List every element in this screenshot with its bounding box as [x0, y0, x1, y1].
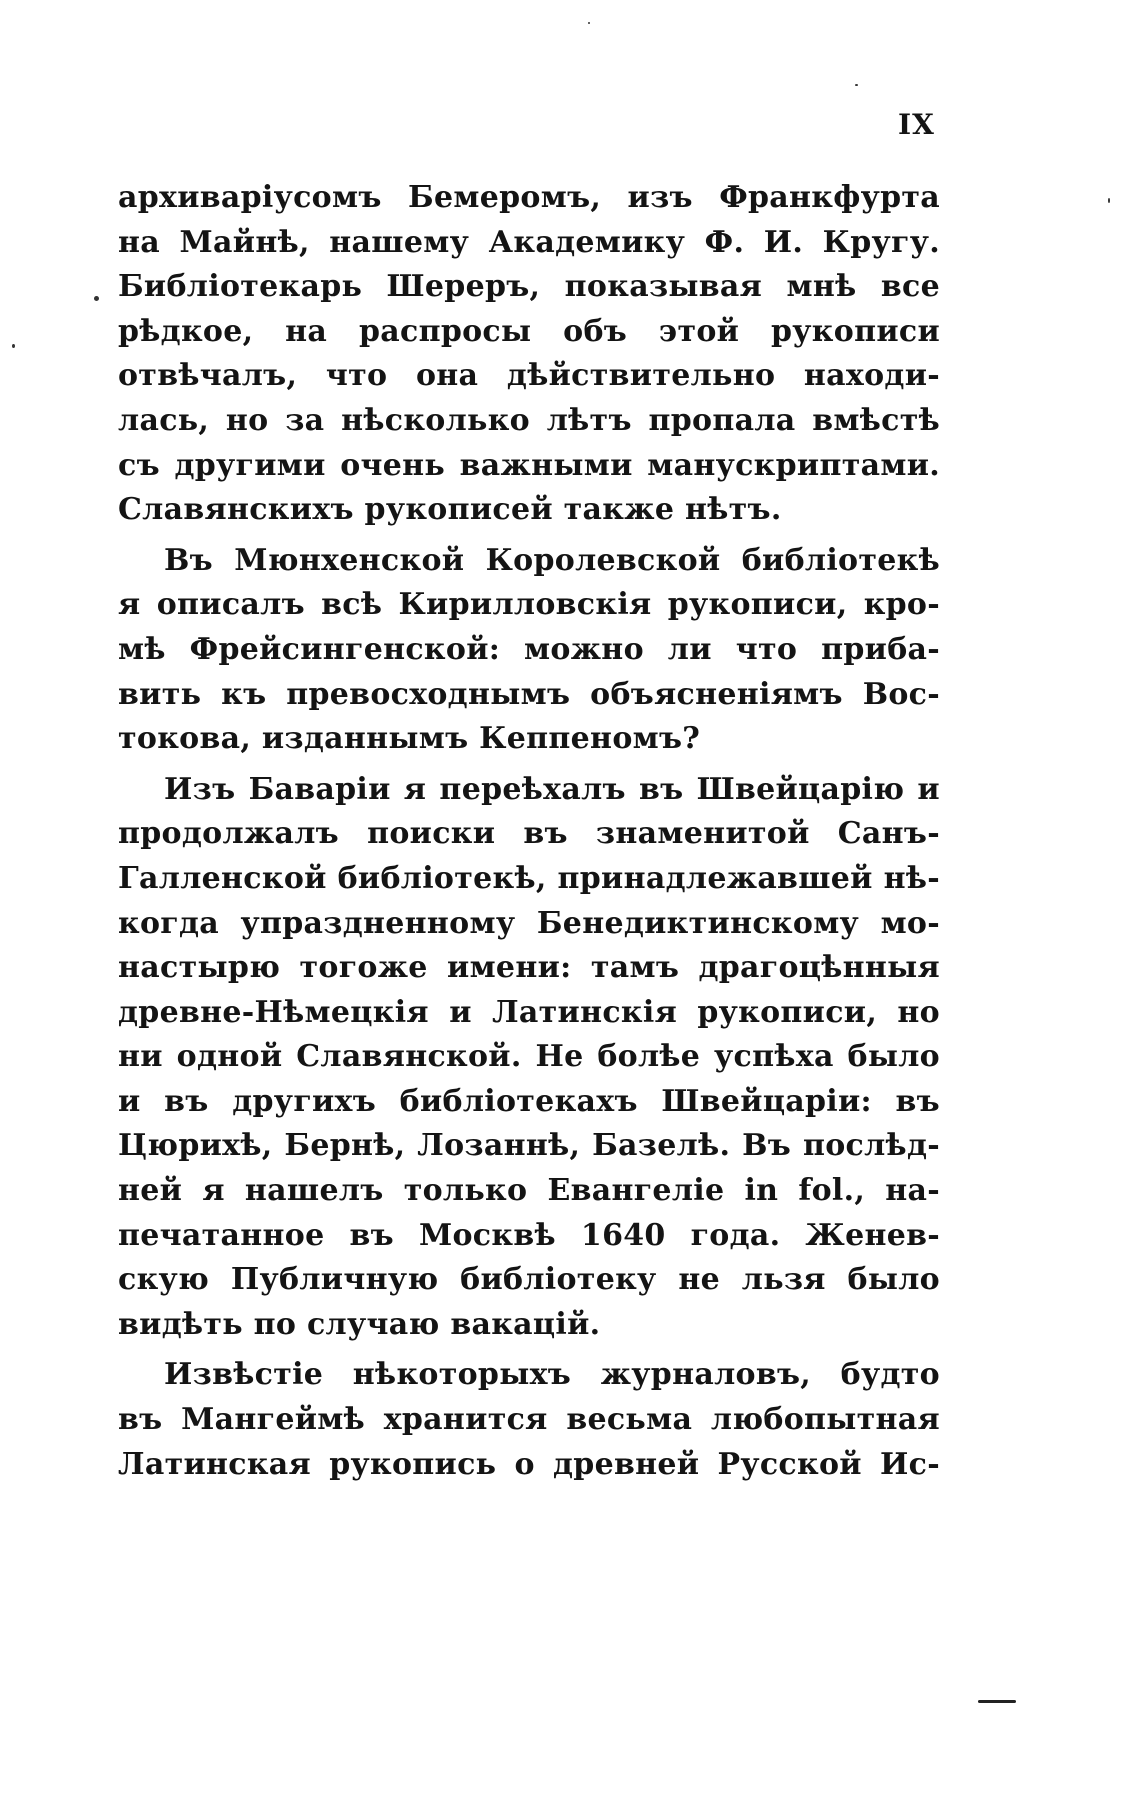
- text-line: я описалъ всѣ Кирилловскiя рукописи, кро-: [118, 587, 940, 623]
- text-line: ни одной Славянской. Не болѣе успѣха было: [118, 1039, 940, 1075]
- scan-speck: [588, 22, 590, 24]
- text-line: Библiотекарь Шереръ, показывая мнѣ все: [118, 269, 940, 305]
- text-line: мѣ Фрейсингенской: можно ли что приба-: [118, 631, 940, 667]
- text-line: Изъ Баварiи я переѣхалъ въ Швейцарiю и: [164, 771, 940, 807]
- text-line: скую Публичную библiотеку не льзя было: [118, 1262, 940, 1298]
- text-line: токова, изданнымъ Кеппеномъ?: [118, 721, 701, 757]
- text-line: лась, но за нѣсколько лѣтъ пропала вмѣстѣ: [118, 402, 940, 438]
- paragraph: [118, 768, 940, 1348]
- text-line: Въ Мюнхенской Королевской библiотекѣ: [164, 542, 940, 578]
- text-line: настырю тогоже имени: тамъ драгоцѣнныя: [118, 950, 940, 986]
- text-line: на Майнѣ, нашему Академику Ф. И. Кругу.: [118, 224, 940, 260]
- text-line: рѣдкое, на распросы объ этой рукописи: [118, 313, 940, 349]
- scan-speck: [1108, 198, 1110, 203]
- text-line: Славянскихъ рукописей также нѣтъ.: [118, 492, 782, 528]
- paragraph: [118, 176, 940, 533]
- body-text: [118, 176, 940, 1487]
- text-line: Галленской библiотекѣ, принадлежавшей нѣ-: [118, 860, 940, 896]
- page-number: IX: [898, 108, 935, 141]
- text-line: Латинская рукопись о древней Русской Ис-: [118, 1446, 940, 1482]
- text-line: древне-Нѣмецкiя и Латинскiя рукописи, но: [118, 994, 940, 1030]
- text-line: отвѣчалъ, что она дѣйствительно находи-: [118, 358, 940, 394]
- text-line: архиварiусомъ Бемеромъ, изъ Франкфурта: [118, 180, 940, 215]
- scan-mark: [978, 1700, 1016, 1703]
- scan-speck: [12, 344, 15, 348]
- paragraph: [118, 1353, 940, 1487]
- text-line: видѣть по случаю вакацiй.: [118, 1306, 601, 1342]
- text-line: Цюрихѣ, Бернѣ, Лозаннѣ, Базелѣ. Въ послѣд-: [118, 1128, 940, 1164]
- text-line: въ Мангеймѣ хранится весьма любопытная: [118, 1402, 940, 1438]
- scan-speck: [94, 296, 99, 301]
- text-line: вить къ превосходнымъ объясненiямъ Вос-: [118, 676, 940, 712]
- text-line: Извѣстiе нѣкоторыхъ журналовъ, будто: [164, 1357, 940, 1393]
- text-line: ней я нашелъ только Евангелiе in fol., на-: [118, 1173, 940, 1209]
- paragraph: [118, 539, 940, 762]
- text-line: когда упраздненному Бенедиктинскому мо-: [118, 905, 940, 941]
- scan-speck: [855, 84, 858, 86]
- text-line: продолжалъ поиски въ знаменитой Санъ-: [118, 816, 940, 852]
- text-line: и въ другихъ библiотекахъ Швейцарiи: въ: [118, 1083, 940, 1119]
- text-line: съ другими очень важными манускриптами.: [118, 447, 940, 483]
- text-line: печатанное въ Москвѣ 1640 года. Женев-: [118, 1217, 940, 1253]
